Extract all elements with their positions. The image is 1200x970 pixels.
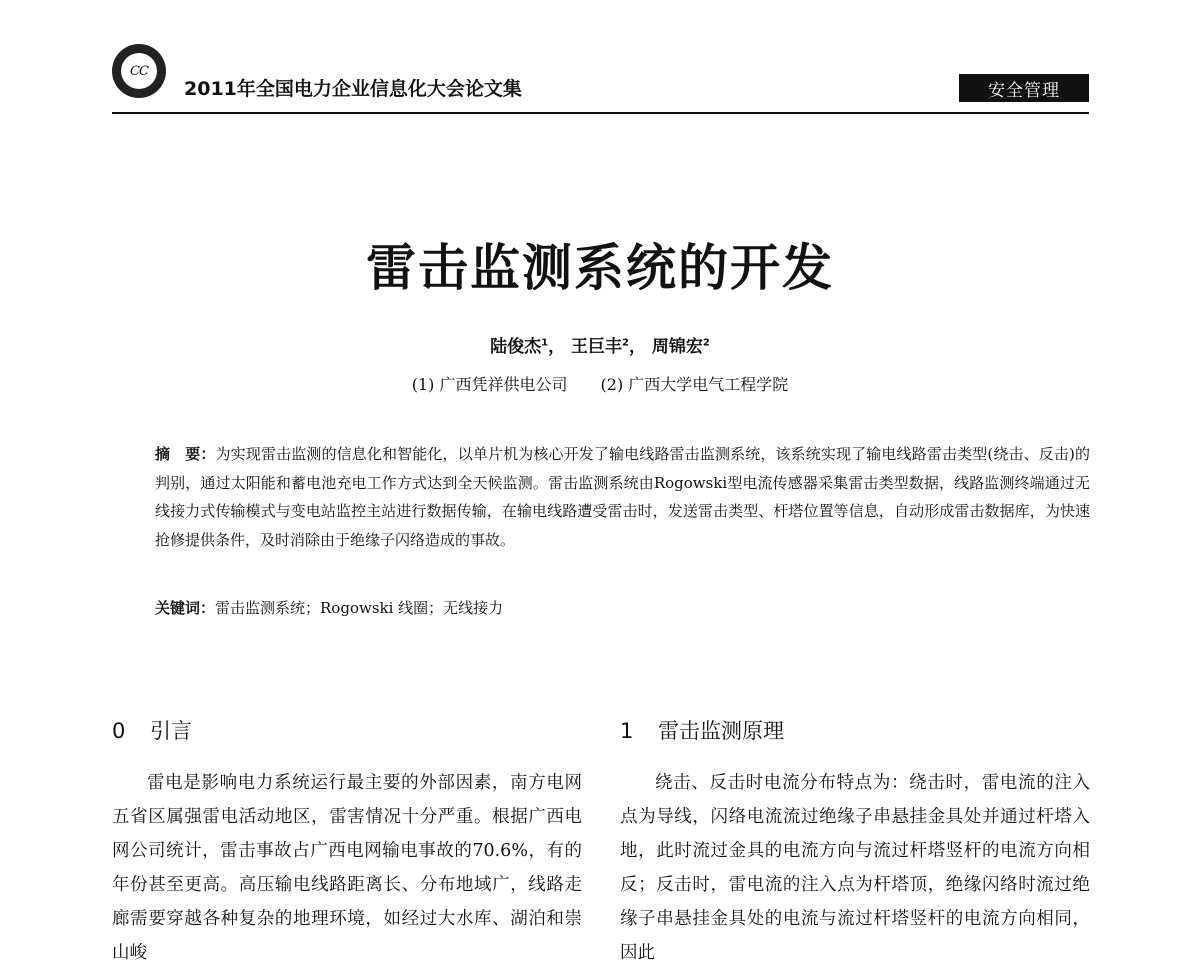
author-list <box>0 332 1200 357</box>
section-body: 雷电是影响电力系统运行最主要的外部因素，南方电网五省区属强雷电活动地区，雷害情况十分严重。根据广西电网公司统计，雷击事故占广西电网输电事故的70.6%，有的年份甚至更高。高压输电线路距离长、分布地域广，线路走廊需要穿越各种复杂的地理环境，如经过大水库、湖泊和崇山峻 <box>112 773 582 963</box>
conference-logo <box>112 44 166 98</box>
author-affil-mark: 1 <box>541 337 549 349</box>
affiliation: (2) 广西大学电气工程学院 <box>600 375 789 394</box>
section-title: 引言 <box>150 719 192 743</box>
author-affil-mark: 2 <box>702 337 710 349</box>
section-body: 绕击、反击时电流分布特点为：绕击时，雷电流的注入点为导线，闪络电流流过绝缘子串悬挂金具处并通过杆塔入地，此时流过金具的电流方向与流过杆塔竖杆的电流方向相反；反击时，雷电流的注入点为杆塔顶，绝缘闪络时流过绝缘子串悬挂金具处的电流与流过杆塔竖杆的电流方向相同，因此 <box>620 773 1090 963</box>
author-separator: ， <box>628 337 646 357</box>
abstract <box>155 440 1090 554</box>
journal-title: 2011年全国电力企业信息化大会论文集 <box>184 78 522 100</box>
abstract-text: 为实现雷击监测的信息化和智能化，以单片机为核心开发了输电线路雷击监测系统，该系统实现了输电线路雷击类型(绕击、反击)的判别，通过太阳能和蓄电池充电工作方式达到全天候监测。雷击监测系统由Rogowski型电流传感器采集雷击类型数据，线路监测终端通过无线接力式传输模式与变电站监控主站进行数据传输，在输电线路遭受雷击时，发送雷击类型、杆塔位置等信息，自动形成雷击数据库，为快速抢修提供条件，及时消除由于绝缘子闪络造成的事故。 <box>155 445 1090 549</box>
page-header <box>112 40 1089 112</box>
author-separator: ， <box>548 337 566 357</box>
section-principle <box>620 714 1090 970</box>
affiliation: (1) 广西凭祥供电公司 <box>411 375 568 394</box>
section-number: 1 <box>620 719 634 743</box>
author-name: 王巨丰 <box>571 337 623 357</box>
section-heading <box>620 714 1090 748</box>
paper-title: 雷击监测系统的开发 <box>366 238 834 297</box>
keywords <box>155 596 1090 620</box>
keywords-label: 关键词： <box>155 599 216 617</box>
abstract-label: 摘 要： <box>155 445 216 463</box>
section-number: 0 <box>112 719 126 743</box>
header-divider <box>112 112 1089 114</box>
section-tag: 安全管理 <box>959 74 1089 102</box>
section-introduction <box>112 714 582 970</box>
author-name: 周锦宏 <box>651 337 703 357</box>
author-name: 陆俊杰 <box>490 337 542 357</box>
author-affil-mark: 2 <box>622 337 629 349</box>
keywords-text: 雷击监测系统；Rogowski 线圈；无线接力 <box>215 599 504 617</box>
affiliations <box>0 372 1200 395</box>
section-title: 雷击监测原理 <box>658 719 784 743</box>
section-heading <box>112 714 582 748</box>
logo-mark: CC <box>121 53 157 89</box>
